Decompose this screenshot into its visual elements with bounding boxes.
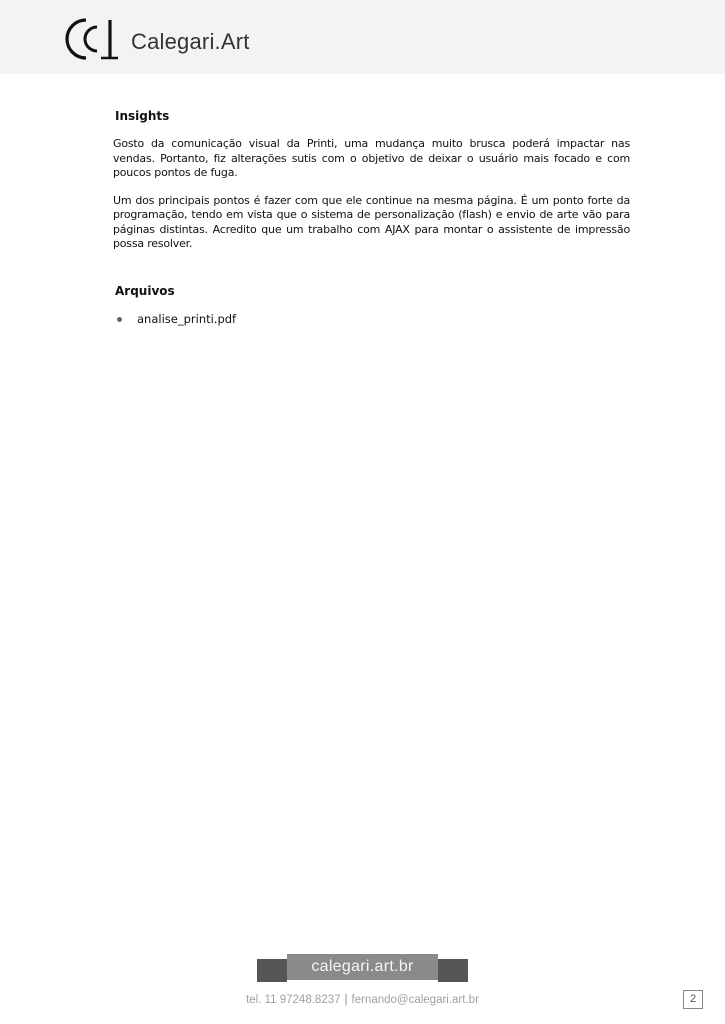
footer-band-right [438,959,468,982]
bullet-icon [117,317,122,322]
footer-separator: | [344,994,348,1006]
insights-paragraph: Um dos principais pontos é fazer com que ele continue na mesma página. É um ponto forte da programação, tendo em vista que o sistema de personalização (flash) e envio de arte vão para páginas distintas. Acredito que um trabalho com AJAX para montar o assistente de impressão possa resolver. [113,193,630,250]
document-body [113,108,630,327]
brand-name: Calegari.Art [131,29,250,54]
file-link-analise-printi[interactable] [113,311,630,327]
calegari-logo-icon [64,17,122,61]
footer-email: fernando@calegari.art.br [351,994,479,1006]
footer-band-left [257,959,287,982]
insights-heading: Insights [115,109,170,123]
page-header [0,0,725,74]
footer-phone: tel. 11 97248.8237 [246,994,341,1006]
footer-site-label: calegari.art.br [287,954,438,980]
file-name: analise_printi.pdf [137,311,237,326]
footer-contact [200,992,525,1008]
file-list [113,311,630,327]
page-number: 2 [683,990,703,1009]
insights-paragraph: Gosto da comunicação visual da Printi, uma mudança muito brusca poderá impactar nas vendas. Portanto, fiz alterações sutis com o objetivo de deixar o usuário mais focado e com poucos pontos de fuga. [113,137,630,179]
arquivos-heading: Arquivos [115,283,175,298]
